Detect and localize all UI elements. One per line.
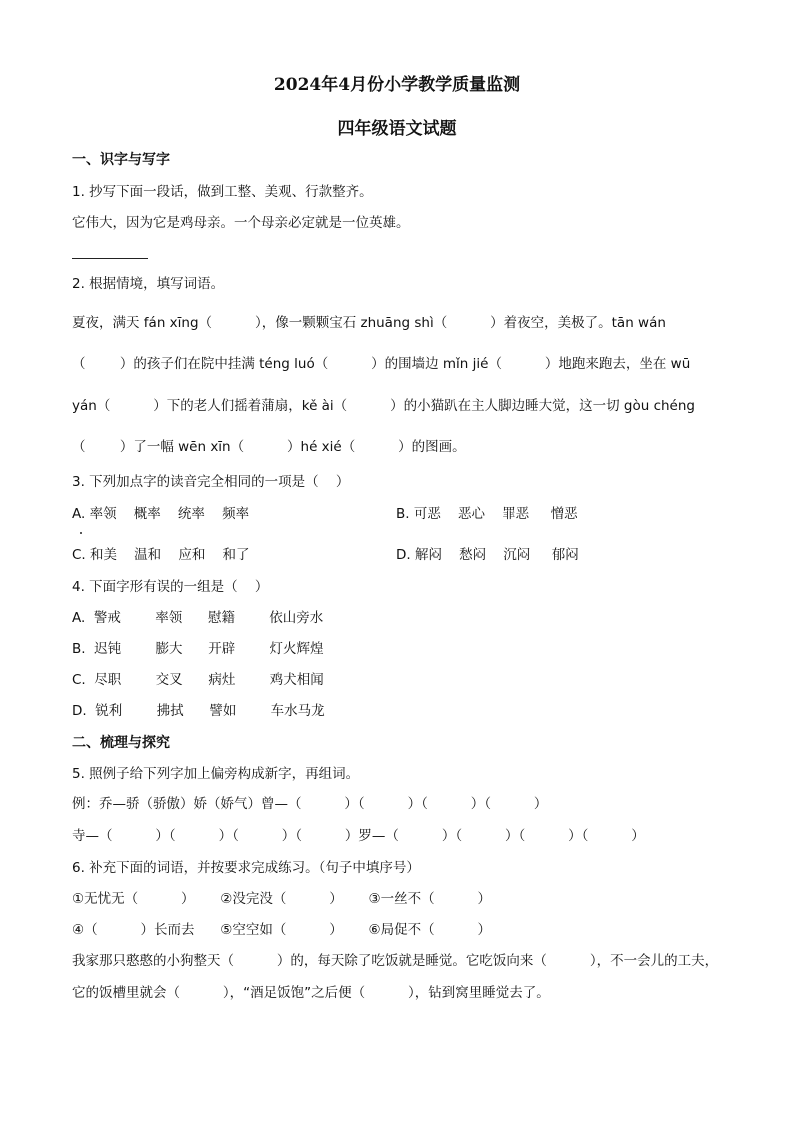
copy-writing-line[interactable] [72,258,148,259]
question-4-option-b[interactable]: B. 迟钝 膨大 开辟 灯火辉煌 [72,641,324,657]
question-1-passage: 它伟大，因为它是鸡母亲。一个母亲必定就是一位英雄。 [72,215,410,231]
question-3-option-b[interactable]: B. 可恶 恶心 罪恶 憎恶 [396,506,578,522]
question-2-line: （ ）的孩子们在院中挂满 téng luó（ ）的围墙边 mǐn jié（ ）地跑来跑去，坐在 wū [72,356,691,372]
question-6-row: ①无忧无（ ） ②没完没（ ） ③一丝不（ ） [72,891,492,907]
question-3-stem: 3. 下列加点字的读音完全相同的一项是（ ） [72,474,350,490]
question-2-stem: 2. 根据情境，填写词语。 [72,276,225,292]
question-5-stem: 5. 照例子给下列字加上偏旁构成新字，再组词。 [72,766,360,782]
question-4-stem: 4. 下面字形有误的一组是（ ） [72,579,269,595]
question-6-paragraph: 我家那只憨憨的小狗整天（ ）的，每天除了吃饭就是睡觉。它吃饭向来（ ），不一会儿的工夫， [72,953,719,969]
question-4-option-a[interactable]: A. 警戒 率领 慰籍 依山旁水 [72,610,324,626]
question-3-option-d[interactable]: D. 解闷 愁闷 沉闷 郁闷 [396,547,579,563]
question-2-line: 夏夜，满天 fán xīng（ ），像一颗颗宝石 zhuāng shì（ ）着夜空，美极了。tān wán [72,315,666,331]
section-heading-1: 一、识字与写字 [72,152,170,168]
section-heading-2: 二、梳理与探究 [72,735,170,751]
question-4-option-d[interactable]: D. 锐利 拂拭 譬如 车水马龙 [72,703,325,719]
question-2-line: yán（ ）下的老人们摇着蒲扇，kě ài（ ）的小猫趴在主人脚边睡大觉，这一切 gòu chéng [72,398,695,414]
page-subtitle: 四年级语文试题 [337,119,457,139]
page-title: 2024年4月份小学教学质量监测 [273,75,521,95]
question-6-row: ④（ ）长而去 ⑤空空如（ ） ⑥局促不（ ） [72,922,492,938]
question-3-option-a[interactable]: A. 率领 概率 统率 频率 [72,506,250,522]
question-6-paragraph: 它的饭槽里就会（ ），“酒足饭饱”之后便（ ），钻到窝里睡觉去了。 [72,985,550,1001]
question-2-line: （ ）了一幅 wēn xīn（ ）hé xié（ ）的图画。 [72,439,466,455]
question-5-example: 例：乔—骄（骄傲）娇（娇气）曾—（ ）（ ）（ ）（ ） [72,796,548,812]
question-1-stem: 1. 抄写下面一段话，做到工整、美观、行款整齐。 [72,184,373,200]
question-3-option-c[interactable]: C. 和美 温和 应和 和了 [72,547,250,563]
question-4-option-c[interactable]: C. 尽职 交叉 病灶 鸡犬相闻 [72,672,324,688]
question-5-line: 寺—（ ）（ ）（ ）（ ）罗—（ ）（ ）（ ）（ ） [72,828,645,844]
emphasis-dot-marker [80,532,82,534]
question-6-stem: 6. 补充下面的词语，并按要求完成练习。（句子中填序号） [72,860,420,876]
